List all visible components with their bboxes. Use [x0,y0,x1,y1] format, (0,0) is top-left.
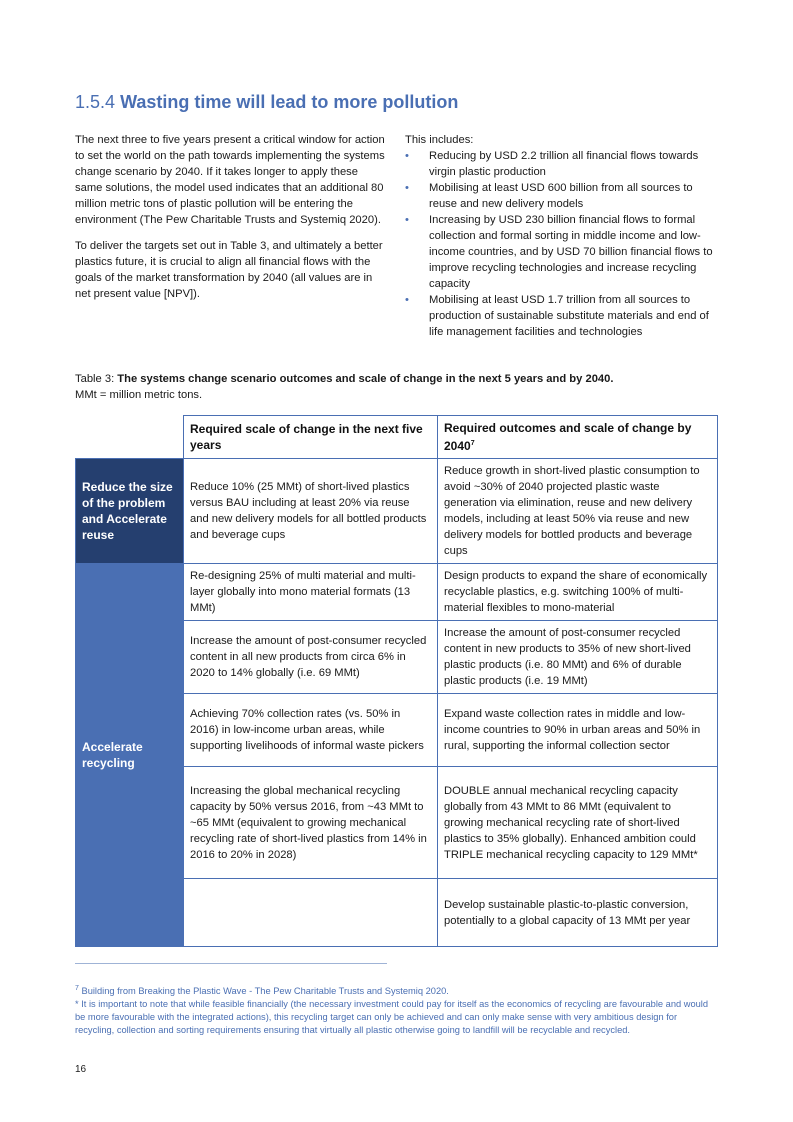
cell-2040: Increase the amount of post-consumer recycled content in new products to 35% of new short-lived plastic products (i.e. 80 MMt) and 6% of durable plastic products (i.e. 19 MMt) [438,621,718,694]
footnote-7 [75,982,715,998]
table-caption [75,371,725,403]
section-heading [75,92,458,113]
cell-five-years: Increase the amount of post-consumer recycled content in all new products from circa 6% in 2020 to 14% globally (i.e. 69 MMt) [184,621,438,694]
outcomes-table [75,415,718,947]
paragraph: To deliver the targets set out in Table 3, and ultimately a better plastics future, it is crucial to align all financial flows with the goals of the market transformation by 2040 (all values are in net present value [NPV]). [75,240,383,300]
cell-2040: DOUBLE annual mechanical recycling capacity globally from 43 MMt to 86 MMt (equivalent to growing mechanical recycling rate of short-lived plastics to 35% globally). Enhanced ambition could TRIPLE mechanical recycling capacity to 129 MMt* [438,767,718,879]
cell-five-years: Re-designing 25% of multi material and multi-layer globally into mono material formats (13 MMt) [184,564,438,621]
cell-five-years: Reduce 10% (25 MMt) of short-lived plastics versus BAU including at least 20% via reuse and new delivery models for all bottled products and beverage cups [184,459,438,564]
page-number: 16 [75,1064,87,1075]
cell-2040: Design products to expand the share of economically recyclable plastics, e.g. switching 100% of multi-material flexibles to mono-material [438,564,718,621]
footnotes [75,982,715,1037]
table-row [76,564,718,621]
cell-five-years: Achieving 70% collection rates (vs. 50% in 2016) in low-income urban areas, while supporting livelihoods of informal waste pickers [184,694,438,767]
paragraph: The next three to five years present a critical window for action to set the world on the path towards implementing the systems change scenario by 2040. If it takes longer to apply these same solutions, the model used indicates that an additional 80 million metric tons of plastic pollution will be entering the environment (The Pew Charitable Trusts and Systemiq 2020). [75,134,385,226]
caption-title: The systems change scenario outcomes and scale of change in the next 5 years and by 2040. [117,373,614,385]
cell-2040: Expand waste collection rates in middle and low-income countries to 90% in urban areas and 50% in rural, supporting the informal collection sector [438,694,718,767]
section-number: 1.5.4 [75,92,116,112]
bullet-item: • Increasing by USD 230 billion financial flows to formal collection and formal sorting in middle income and low-income countries, and by USD 70 billion financial flows to improve recycling technologies and increase recycling capacity [405,212,723,292]
cell-five-years: Increasing the global mechanical recycling capacity by 50% versus 2016, from ~43 MMt to ~65 MMt (equivalent to growing mechanical recycling rate of short-lived plastics from 14% in 2016 to 20% in 2028) [184,767,438,879]
footnote-7-marker: 7 [75,985,79,992]
row-group-reduce-reuse: Reduce the size of the problem and Accelerate reuse [76,459,184,564]
header-five-years: Required scale of change in the next five years [184,416,438,459]
right-text-column [405,132,723,340]
cell-2040: Develop sustainable plastic-to-plastic conversion, potentially to a global capacity of 13 MMt per year [438,879,718,947]
header-2040 [438,416,718,459]
row-group-recycling: Accelerate recycling [76,564,184,947]
cell-five-years-empty [184,879,438,947]
table-header-row [76,416,718,459]
footnote-marker: 7 [470,440,475,447]
bullet-intro: This includes: [405,134,474,146]
header-2040-label: Required outcomes and scale of change by 2040 [444,421,692,453]
bullet-list [405,148,723,340]
bullet-item: • Mobilising at least USD 1.7 trillion from all sources to production of sustainable substitute materials and end of life management facilities and technologies [405,292,723,340]
section-title: Wasting time will lead to more pollution [120,92,459,112]
footnote-7-text: Building from Breaking the Plastic Wave - The Pew Charitable Trusts and Systemiq 2020. [78,986,449,997]
footnote-divider [75,963,387,964]
bullet-item: • Reducing by USD 2.2 trillion all financial flows towards virgin plastic production [405,148,723,180]
caption-note: MMt = million metric tons. [75,389,203,401]
table-row [76,459,718,564]
left-text-column [75,132,387,312]
caption-prefix: Table 3: [75,373,118,385]
bullet-item: • Mobilising at least USD 600 billion from all sources to reuse and new delivery models [405,180,723,212]
header-blank-cell [76,416,184,459]
footnote-star: * It is important to note that while feasible financially (the necessary investment could pay for itself as the economics of recycling are favourable and would be more favourable with the integrated actions), this recycling target can only be achieved and can only make sense with very ambitious design for recycling, collection and sorting requirements ensuring that virtually all plastic otherwise going to landfill will be recyclable and recycled. [75,999,709,1036]
cell-2040: Reduce growth in short-lived plastic consumption to avoid ~30% of 2040 projected plastic waste generation via elimination, reuse and new delivery models, including at least 50% via reuse and new delivery models for bottled products and beverage cups [438,459,718,564]
